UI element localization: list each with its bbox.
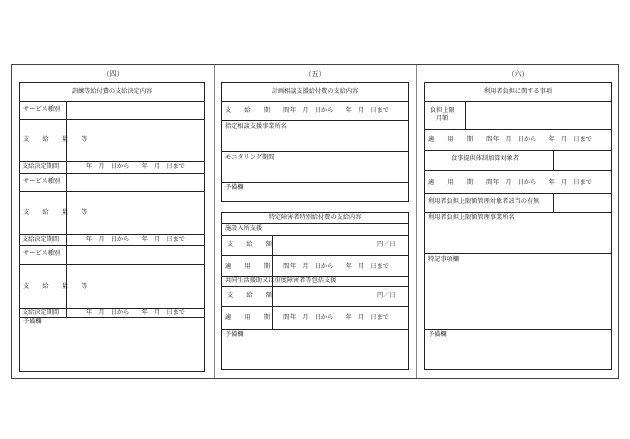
divider xyxy=(20,173,204,174)
applied-period-text: 年 月 日から 年 月 日まで xyxy=(493,136,592,143)
panel-5 xyxy=(214,65,416,378)
service-decision-card xyxy=(19,82,205,372)
divider xyxy=(20,234,204,235)
divider xyxy=(425,150,611,151)
divider xyxy=(20,101,204,102)
supply-period-label: 支 給 期 間 xyxy=(225,107,293,114)
service-type-label: サービス種別 xyxy=(23,250,61,257)
applied-period-label: 適 用 期 間 xyxy=(225,263,293,270)
card-title: 計画相談支援給付費の支給内容 xyxy=(271,88,359,95)
applied-period-text: 年 月 日から 年 月 日まで xyxy=(290,314,389,321)
applied-period-text: 年 月 日から 年 月 日まで xyxy=(290,263,389,270)
divider xyxy=(222,182,408,183)
column-divider xyxy=(553,150,554,170)
divider xyxy=(20,245,204,246)
designated-office-label: 指定相談支援事業所名 xyxy=(225,123,287,130)
applied-period-label: 適 用 期 間 xyxy=(428,179,496,186)
amount-label: 支 給 量 等 xyxy=(23,136,91,143)
divider xyxy=(20,161,204,162)
remarks-label: 予備欄 xyxy=(23,318,42,325)
period-label: 支給決定期間 xyxy=(22,309,60,316)
yen-per-day: 円／日 xyxy=(377,241,396,248)
remarks-label: 予備欄 xyxy=(225,331,244,338)
divider xyxy=(425,170,611,171)
divider xyxy=(222,329,408,330)
cap-label-1: 負担上限 xyxy=(430,107,455,114)
divider xyxy=(222,255,408,256)
amount-label: 支 給 額 xyxy=(227,292,276,299)
remarks-label: 予備欄 xyxy=(428,331,447,338)
service-type-label: サービス種別 xyxy=(23,106,61,113)
yen-per-day: 円／日 xyxy=(377,292,396,299)
group-home-label: 共同生活援助又は重度障害者等包括支援 xyxy=(225,277,337,284)
supply-period-text: 年 月 日から 年 月 日まで xyxy=(290,107,389,114)
meal-label: 食事提供体制加算対象者 xyxy=(451,155,520,162)
divider xyxy=(222,101,408,102)
divider xyxy=(425,212,611,213)
period-text: 年 月 日から 年 月 日まで xyxy=(86,236,185,243)
divider xyxy=(222,151,408,152)
period-text: 年 月 日から 年 月 日まで xyxy=(86,163,185,170)
remarks-label: 予備欄 xyxy=(225,184,244,191)
panel-number: （五） xyxy=(304,70,326,78)
card-title: 訓練等給付費の支給決定内容 xyxy=(71,88,153,95)
panel-number: （六） xyxy=(507,70,529,78)
divider xyxy=(20,264,204,265)
column-divider xyxy=(553,193,554,212)
period-label: 支給決定期間 xyxy=(22,163,60,170)
period-text: 年 月 日から 年 月 日まで xyxy=(86,309,185,316)
column-divider xyxy=(465,101,466,129)
divider xyxy=(222,306,408,307)
applied-period-label: 適 用 期 間 xyxy=(428,136,496,143)
card-title: 特定障害者特別給付費の支給内容 xyxy=(268,214,362,221)
cap-office-label: 利用者負担上限額管理事業所名 xyxy=(428,214,515,221)
amount-label: 支 給 量 等 xyxy=(23,209,91,216)
facility-label: 施設入所支援 xyxy=(225,225,263,232)
applied-period-text: 年 月 日から 年 月 日まで xyxy=(493,179,592,186)
card-title: 利用者負担に関する事項 xyxy=(483,88,553,95)
amount-label: 支 給 量 等 xyxy=(23,283,91,290)
divider xyxy=(20,191,204,192)
divider xyxy=(20,119,204,120)
cap-label-2: 月額 xyxy=(436,115,449,122)
cap-management-label: 利用者負担上限額管理対象者該当の有無 xyxy=(428,198,540,205)
user-charge-card xyxy=(424,82,612,370)
plan-consultation-card xyxy=(221,82,409,202)
panel-number: （四） xyxy=(102,70,124,78)
applied-period-label: 適 用 期 間 xyxy=(225,314,293,321)
divider xyxy=(222,120,408,121)
divider xyxy=(222,286,408,287)
divider xyxy=(425,253,611,254)
divider xyxy=(222,235,408,236)
column-divider xyxy=(66,245,67,317)
service-type-label: サービス種別 xyxy=(23,178,61,185)
monitoring-label: モニタリング期間 xyxy=(225,154,275,161)
amount-label: 支 給 額 xyxy=(227,241,276,248)
divider xyxy=(425,129,611,130)
special-notes-label: 特記事項欄 xyxy=(428,256,459,263)
divider xyxy=(425,329,611,330)
divider xyxy=(425,193,611,194)
panel-4 xyxy=(12,65,214,378)
special-benefit-card xyxy=(221,212,409,370)
panel-6 xyxy=(416,65,620,378)
divider xyxy=(425,101,611,102)
period-label: 支給決定期間 xyxy=(22,236,60,243)
divider xyxy=(20,317,204,318)
certificate-sheet xyxy=(11,64,619,379)
divider xyxy=(222,223,408,224)
